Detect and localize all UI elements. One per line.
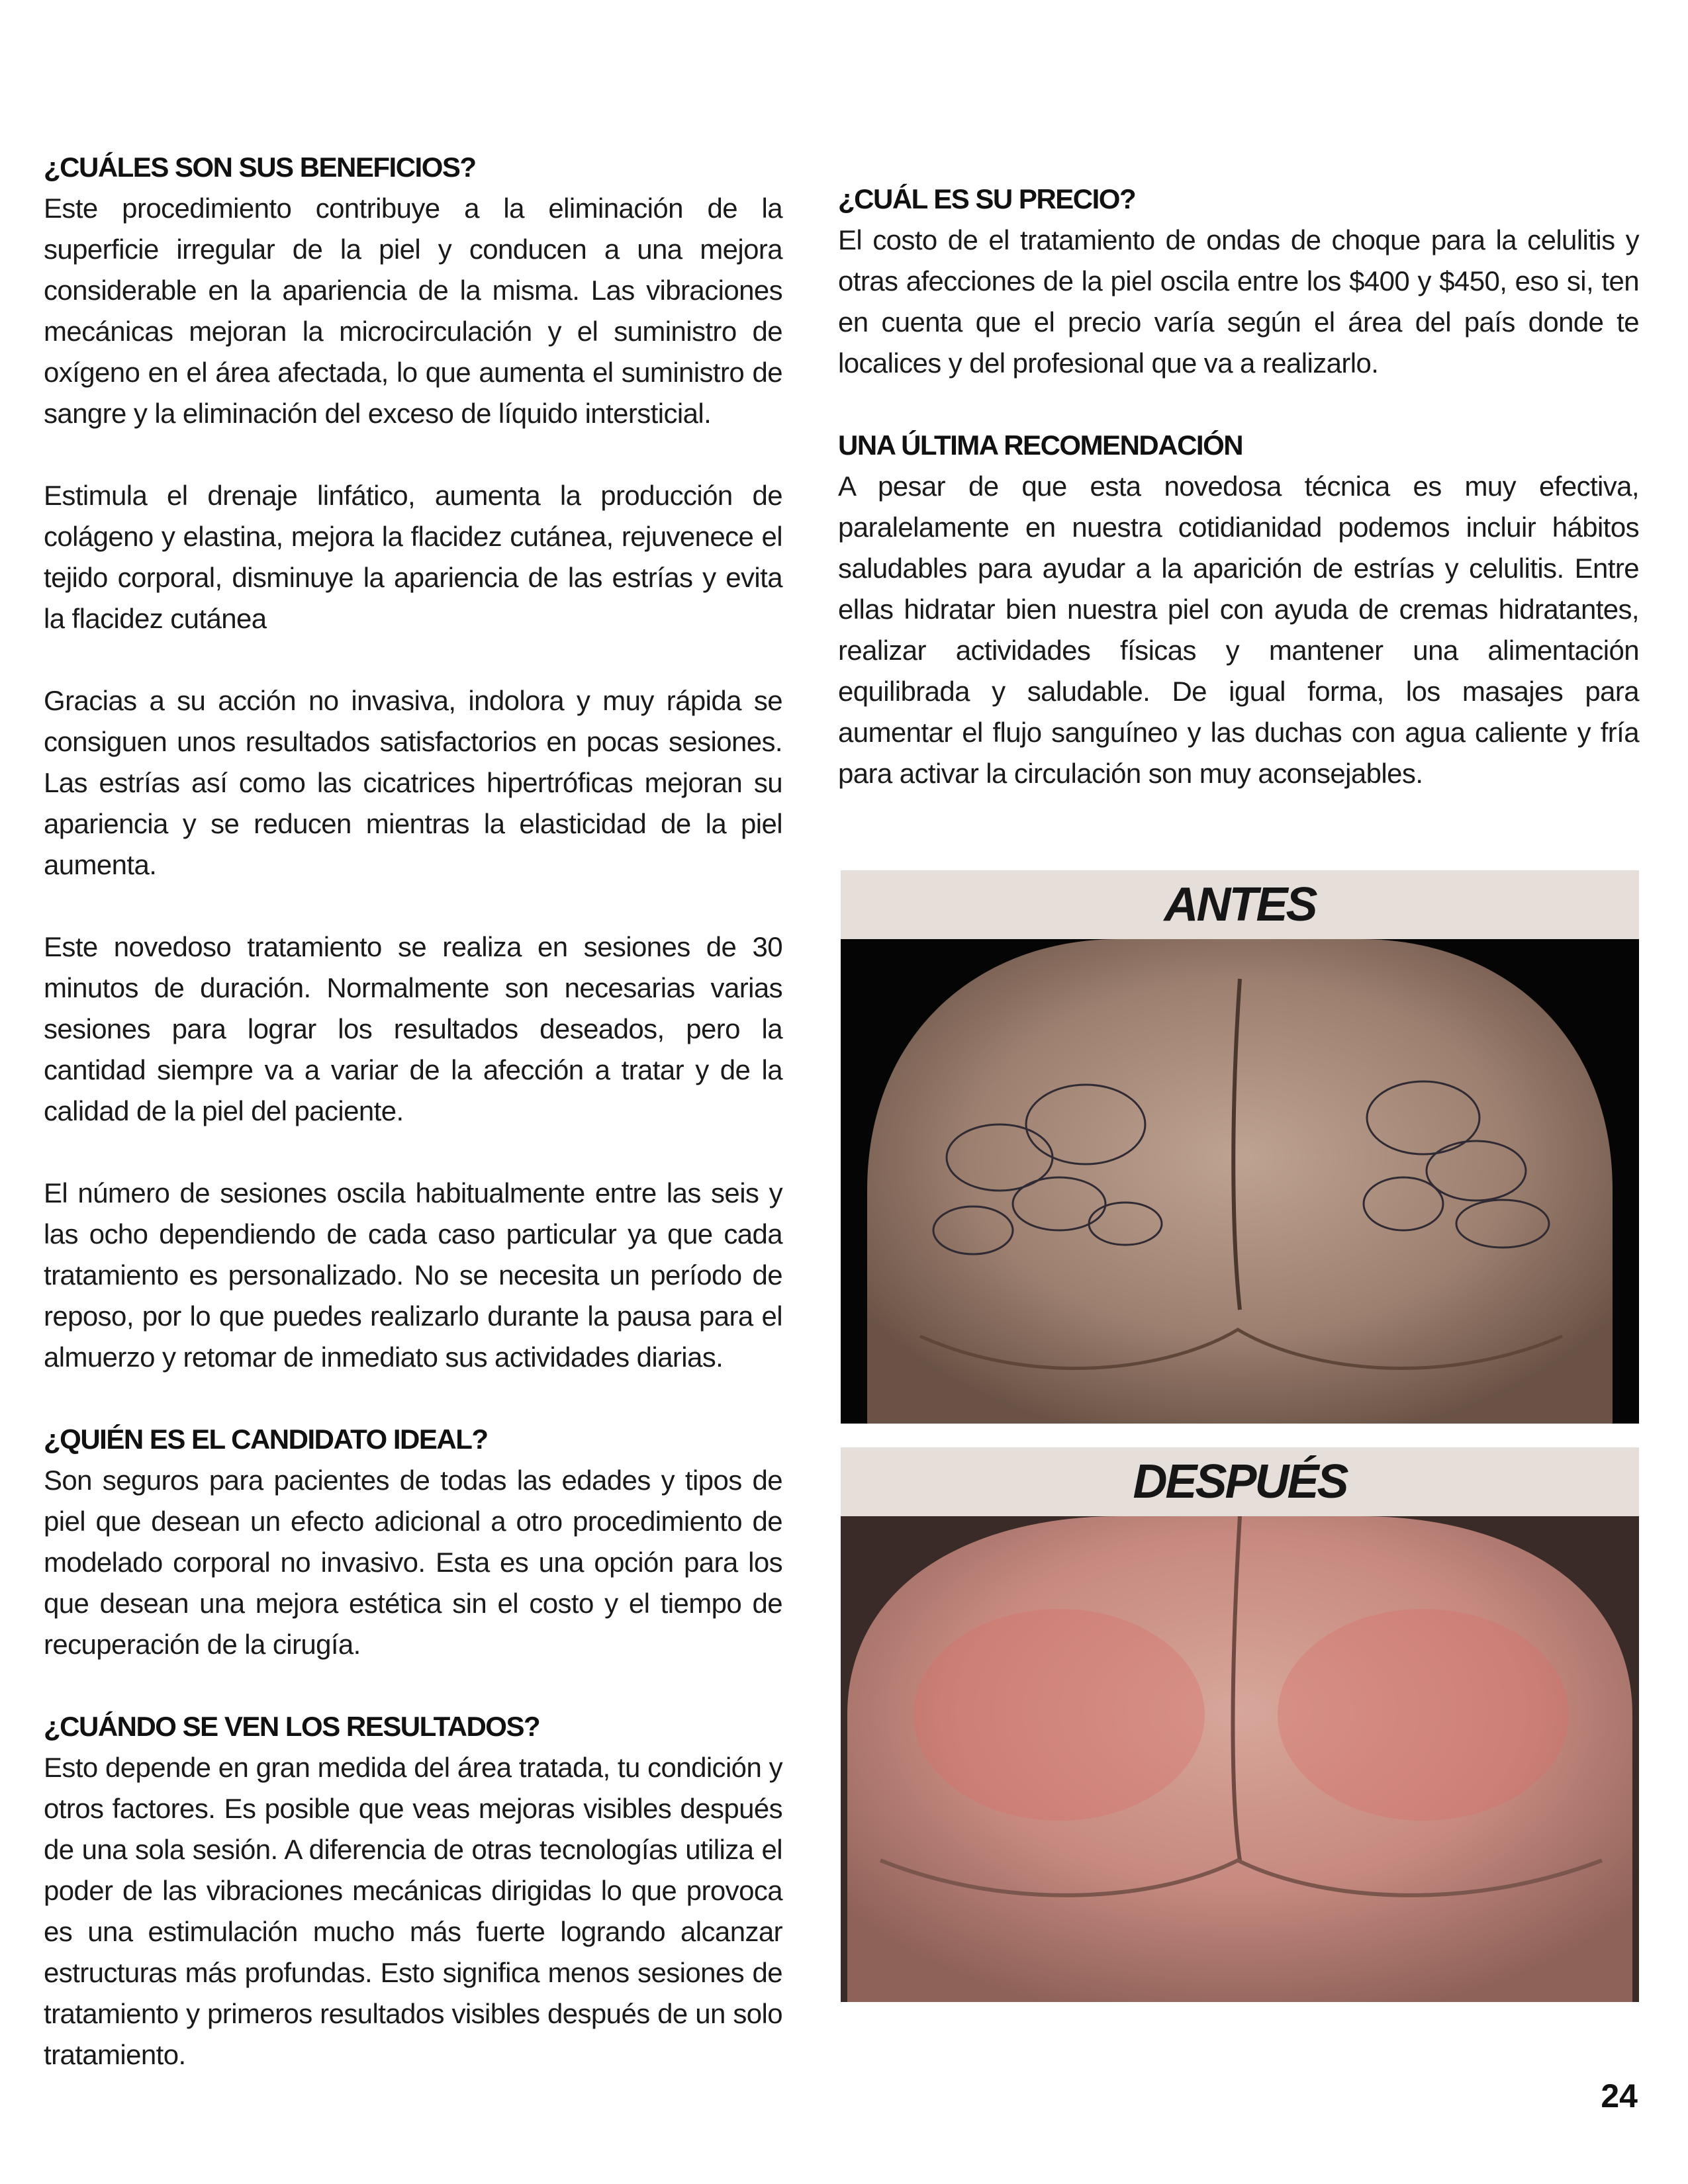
benefits-paragraph-5: El número de sesiones oscila habitualmente entre las seis y las ocho dependiendo de cada caso particular ya que cada tratamiento es personalizado. No se necesita un período de reposo, por lo que puedes realizarlo durante la pausa para el almuerzo y retomar de inmediato sus actividades diarias. bbox=[44, 1177, 782, 1373]
before-label: ANTES bbox=[841, 870, 1639, 939]
price-heading: ¿CUÁL ES SU PRECIO? bbox=[838, 183, 1136, 214]
results-paragraph: Esto depende en gran medida del área tratada, tu condición y otros factores. Es posible que veas mejoras visibles después de una sola sesión. A diferencia de otras tecnologías utiliza el poder de las vibraciones mecánicas dirigidas lo que provoca es una estimulación mucho más fuerte logrando alcanzar estructuras más profundas. Esto significa menos sesiones de tratamiento y primeros resultados visibles después de un solo tratamiento. bbox=[44, 1752, 782, 2070]
recommendation-paragraph: A pesar de que esta novedosa técnica es muy efectiva, paralelamente en nuestra cotidianidad podemos incluir hábitos saludables para ayudar a la aparición de estrías y celulitis. Entre ellas hidratar bien nuestra piel con ayuda de cremas hidratantes, realizar actividades físicas y mantener una alimentación equilibrada y saludable. De igual forma, los masajes para aumentar el flujo sanguíneo y las duchas con agua caliente y fría para activar la circulación son muy aconsejables. bbox=[838, 471, 1639, 789]
price-paragraph: El costo de el tratamiento de ondas de choque para la celulitis y otras afecciones de la piel oscila entre los $400 y $450, eso si, ten en cuenta que el precio varía según el área del país donde te localices y del profesional que va a realizarlo. bbox=[838, 224, 1639, 379]
before-photo bbox=[841, 939, 1639, 1424]
after-photo bbox=[841, 1516, 1639, 2002]
benefits-heading: ¿CUÁLES SON SUS BENEFICIOS? bbox=[44, 152, 476, 183]
right-column bbox=[838, 179, 1639, 794]
benefits-paragraph-4: Este novedoso tratamiento se realiza en sesiones de 30 minutos de duración. Normalmente son necesarias varias sesiones para lograr los resultados deseados, pero la cantidad siempre va a variar de la afección a tratar y de la calidad de la piel del paciente. bbox=[44, 931, 782, 1126]
candidate-heading: ¿QUIÉN ES EL CANDIDATO IDEAL? bbox=[44, 1424, 488, 1455]
benefits-paragraph-3: Gracias a su acción no invasiva, indolora y muy rápida se consiguen unos resultados satisfactorios en pocas sesiones. Las estrías así como las cicatrices hipertróficas mejoran su apariencia y se reducen mientras la elasticidad de la piel aumenta. bbox=[44, 685, 782, 880]
candidate-paragraph: Son seguros para pacientes de todas las edades y tipos de piel que desean un efecto adicional a otro procedimiento de modelado corporal no invasivo. Esta es una opción para los que desean una mejora estética sin el costo y el tiempo de recuperación de la cirugía. bbox=[44, 1465, 782, 1660]
page-number: 24 bbox=[1601, 2077, 1638, 2115]
after-photo-block bbox=[841, 1447, 1639, 2002]
results-heading: ¿CUÁNDO SE VEN LOS RESULTADOS? bbox=[44, 1711, 540, 1742]
before-photo-block bbox=[841, 870, 1639, 1424]
benefits-paragraph-1: Este procedimiento contribuye a la eliminación de la superficie irregular de la piel y conducen a una mejora considerable en la apariencia de la misma. Las vibraciones mecánicas mejoran la microcirculación y el suministro de oxígeno en el área afectada, lo que aumenta el suministro de sangre y la eliminación del exceso de líquido intersticial. bbox=[44, 193, 782, 429]
after-label: DESPUÉS bbox=[841, 1447, 1639, 1516]
left-column bbox=[44, 147, 782, 2075]
benefits-paragraph-2: Estimula el drenaje linfático, aumenta la producción de colágeno y elastina, mejora la flacidez cutánea, rejuvenece el tejido corporal, disminuye la apariencia de las estrías y evita la flacidez cutánea bbox=[44, 480, 782, 634]
recommendation-heading: UNA ÚLTIMA RECOMENDACIÓN bbox=[838, 430, 1243, 461]
